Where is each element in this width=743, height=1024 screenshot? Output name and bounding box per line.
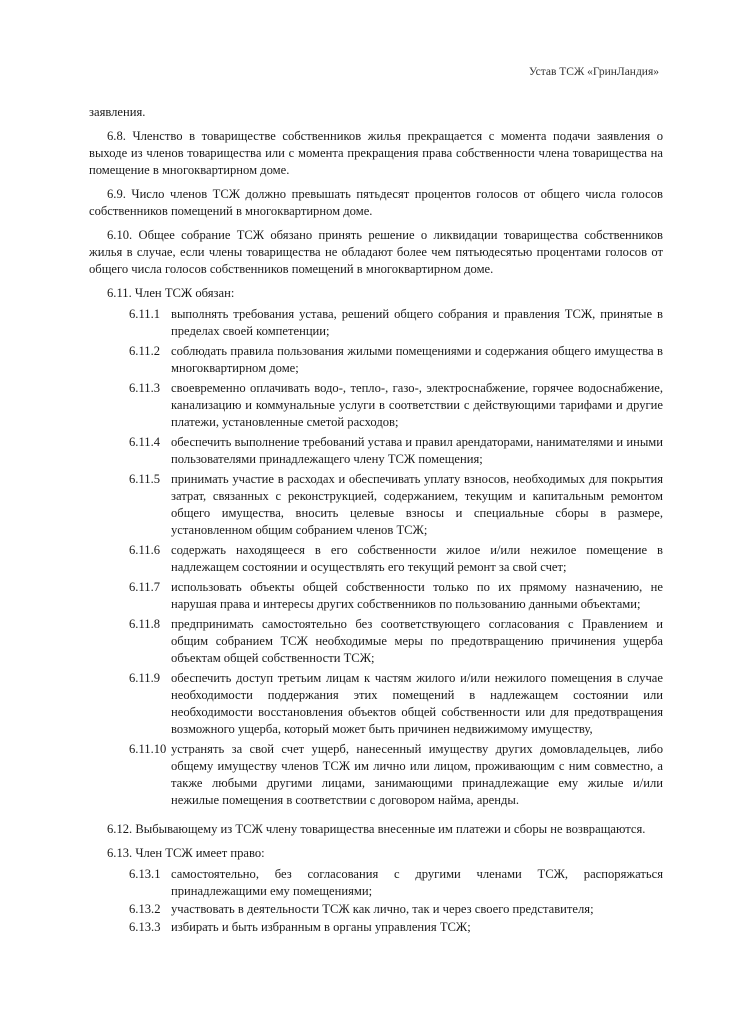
item-number: 6.13.2 bbox=[129, 902, 161, 916]
item-text: устранять за свой счет ущерб, нанесенный имуществу других домовладельцев, либо общему имуществу членов ТСЖ им лично или лицом, проживающим с ним совместно, а также любыми другими лицами, занимающими принадлежащие ему жилые и/или нежилые помещения в соответствии с договором найма, аренды. bbox=[171, 742, 663, 807]
continuation-text: заявления. bbox=[89, 105, 146, 119]
item-number: 6.11.4 bbox=[129, 435, 161, 449]
item-number: 6.11.8 bbox=[129, 617, 161, 631]
item-number: 6.11.2 bbox=[129, 344, 161, 358]
item-number: 6.11.6 bbox=[129, 543, 161, 557]
item-number: 6.11.5 bbox=[129, 472, 161, 486]
item-text: обеспечить доступ третьим лицам к частям жилого и/или нежилого помещения в случае необходимости поддержания этих помещений в надлежащем состоянии или необходимости восстановления объектов общей собственности или для предотвращения возможного ущерба, который может быть причинен недвижимому имуществу, bbox=[171, 671, 663, 736]
list-item bbox=[89, 616, 663, 667]
obligations-list bbox=[89, 306, 663, 809]
item-text: своевременно оплачивать водо-, тепло-, газо-, электроснабжение, горячее водоснабжение, канализацию и коммунальные услуги в соответствии с действующими тарифами и другие платежи, установленные сметой расходов; bbox=[171, 381, 663, 429]
list-item bbox=[89, 434, 663, 468]
item-number: 6.11.3 bbox=[129, 381, 161, 395]
list-item bbox=[89, 542, 663, 576]
item-number: 6.11.1 bbox=[129, 307, 161, 321]
item-number: 6.11.10 bbox=[129, 742, 167, 756]
item-number: 6.11.7 bbox=[129, 580, 161, 594]
list-item bbox=[89, 380, 663, 431]
item-text: выполнять требования устава, решений общего собрания и правления ТСЖ, принятые в пределах своей компетенции; bbox=[171, 307, 663, 338]
paragraph-6-11: 6.11. Член ТСЖ обязан: bbox=[107, 286, 235, 300]
list-item bbox=[89, 579, 663, 613]
item-text: использовать объекты общей собственности только по их прямому назначению, не нарушая права и интересы других собственников по пользованию данными объектами; bbox=[171, 580, 663, 611]
paragraph-6-12: 6.12. Выбывающему из ТСЖ члену товарищества внесенные им платежи и сборы не возвращаются. bbox=[107, 822, 646, 836]
list-item bbox=[89, 866, 663, 900]
rights-list bbox=[89, 866, 663, 936]
item-number: 6.13.3 bbox=[129, 920, 161, 934]
paragraph-6-10: 6.10. Общее собрание ТСЖ обязано принять решение о ликвидации товарищества собственников жилья в случае, если члены товарищества не обладают более чем пятьюдесятью процентами голосов от общего числа голосов собственников помещений в многоквартирном доме. bbox=[89, 228, 663, 276]
document-header: Устав ТСЖ «ГринЛандия» bbox=[528, 66, 659, 78]
list-item bbox=[89, 471, 663, 539]
paragraph-6-13: 6.13. Член ТСЖ имеет право: bbox=[107, 846, 265, 860]
list-item bbox=[89, 741, 663, 809]
item-text: участвовать в деятельности ТСЖ как лично, так и через своего представителя; bbox=[171, 902, 594, 916]
item-text: содержать находящееся в его собственности жилое и/или нежилое помещение в надлежащем состоянии и осуществлять его текущий ремонт за свой счет; bbox=[171, 543, 663, 574]
list-item bbox=[89, 306, 663, 340]
paragraph-6-8: 6.8. Членство в товариществе собственников жилья прекращается с момента подачи заявления о выходе из членов товарищества или с момента прекращения права собственности члена товарищества на помещение в многоквартирном доме. bbox=[89, 129, 663, 177]
item-text: самостоятельно, без согласования с другими членами ТСЖ, распоряжаться принадлежащими ему помещениями; bbox=[171, 867, 663, 898]
list-item bbox=[89, 343, 663, 377]
list-item bbox=[89, 901, 663, 918]
item-number: 6.13.1 bbox=[129, 867, 161, 881]
item-text: обеспечить выполнение требований устава и правил арендаторами, нанимателями и иными пользователями принадлежащего члену ТСЖ помещения; bbox=[171, 435, 663, 466]
item-text: соблюдать правила пользования жилыми помещениями и содержания общего имущества в многоквартирном доме; bbox=[171, 344, 663, 375]
list-item bbox=[89, 670, 663, 738]
list-item bbox=[89, 919, 663, 936]
item-text: предпринимать самостоятельно без соответствующего согласования с Правлением и общим собранием ТСЖ необходимые меры по предотвращению причинения ущерба объектам общей собственности ТСЖ; bbox=[171, 617, 663, 665]
item-text: избирать и быть избранным в органы управления ТСЖ; bbox=[171, 920, 471, 934]
paragraph-6-9: 6.9. Число членов ТСЖ должно превышать пятьдесят процентов голосов от общего числа голосов собственников помещений в многоквартирном доме. bbox=[89, 187, 663, 218]
document-body bbox=[89, 104, 663, 937]
item-text: принимать участие в расходах и обеспечивать уплату взносов, необходимых для покрытия затрат, связанных с реконструкцией, содержанием, текущим и капитальным ремонтом общего имущества, вносить целевые взносы и специальные сборы в размере, установленном общим собранием членов ТСЖ; bbox=[171, 472, 663, 537]
item-number: 6.11.9 bbox=[129, 671, 161, 685]
